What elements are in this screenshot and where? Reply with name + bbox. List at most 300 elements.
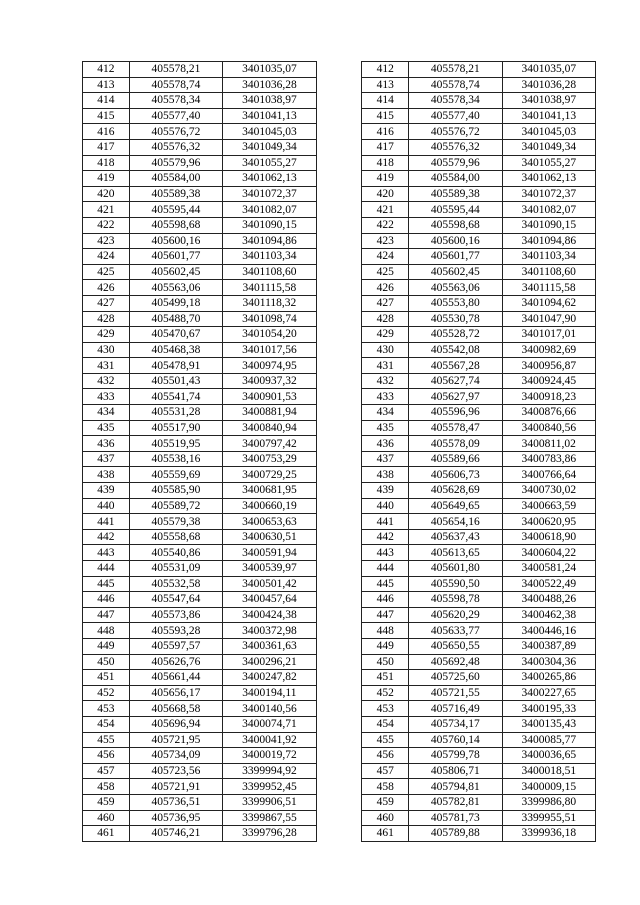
right-point-number: 446 — [362, 592, 409, 608]
right-y-coordinate: 3401108,60 — [502, 264, 596, 280]
left-point-number: 458 — [83, 779, 130, 795]
table-row — [83, 202, 596, 218]
left-point-number: 431 — [83, 358, 130, 374]
left-y-coordinate: 3401072,37 — [223, 186, 316, 202]
right-x-coordinate: 405649,65 — [409, 498, 502, 514]
right-y-coordinate: 3400840,56 — [502, 420, 596, 436]
right-y-coordinate: 3400581,24 — [502, 561, 596, 577]
right-y-coordinate: 3400924,45 — [502, 373, 596, 389]
column-gap — [316, 358, 362, 374]
right-x-coordinate: 405606,73 — [409, 467, 502, 483]
right-point-number: 456 — [362, 748, 409, 764]
right-x-coordinate: 405598,68 — [409, 217, 502, 233]
left-y-coordinate: 3400937,32 — [223, 373, 316, 389]
left-y-coordinate: 3400361,63 — [223, 638, 316, 654]
right-x-coordinate: 405721,55 — [409, 685, 502, 701]
right-x-coordinate: 405794,81 — [409, 779, 502, 795]
right-x-coordinate: 405627,97 — [409, 389, 502, 405]
right-x-coordinate: 405598,78 — [409, 592, 502, 608]
left-point-number: 422 — [83, 217, 130, 233]
table-row — [83, 124, 596, 140]
left-y-coordinate: 3400457,64 — [223, 592, 316, 608]
right-point-number: 437 — [362, 451, 409, 467]
left-point-number: 450 — [83, 654, 130, 670]
left-y-coordinate: 3400840,94 — [223, 420, 316, 436]
right-point-number: 442 — [362, 529, 409, 545]
left-point-number: 445 — [83, 576, 130, 592]
table-row — [83, 716, 596, 732]
left-x-coordinate: 405585,90 — [129, 483, 222, 499]
column-gap — [316, 451, 362, 467]
left-y-coordinate: 3400074,71 — [223, 716, 316, 732]
right-point-number: 431 — [362, 358, 409, 374]
left-y-coordinate: 3401038,97 — [223, 93, 316, 109]
table-row — [83, 826, 596, 842]
table-row — [83, 139, 596, 155]
right-y-coordinate: 3400730,02 — [502, 483, 596, 499]
left-point-number: 442 — [83, 529, 130, 545]
right-x-coordinate: 405530,78 — [409, 311, 502, 327]
left-point-number: 446 — [83, 592, 130, 608]
left-point-number: 454 — [83, 716, 130, 732]
left-y-coordinate: 3401098,74 — [223, 311, 316, 327]
left-y-coordinate: 3400194,11 — [223, 685, 316, 701]
left-point-number: 429 — [83, 327, 130, 343]
column-gap — [316, 202, 362, 218]
right-point-number: 414 — [362, 93, 409, 109]
left-point-number: 434 — [83, 405, 130, 421]
left-x-coordinate: 405499,18 — [129, 295, 222, 311]
left-y-coordinate: 3401094,86 — [223, 233, 316, 249]
table-row — [83, 467, 596, 483]
left-point-number: 448 — [83, 623, 130, 639]
right-y-coordinate: 3400265,86 — [502, 670, 596, 686]
left-point-number: 455 — [83, 732, 130, 748]
right-point-number: 419 — [362, 171, 409, 187]
right-x-coordinate: 405600,16 — [409, 233, 502, 249]
right-y-coordinate: 3399955,51 — [502, 810, 596, 826]
left-x-coordinate: 405541,74 — [129, 389, 222, 405]
column-gap — [316, 108, 362, 124]
right-point-number: 460 — [362, 810, 409, 826]
left-x-coordinate: 405573,86 — [129, 607, 222, 623]
column-gap — [316, 77, 362, 93]
right-x-coordinate: 405734,17 — [409, 716, 502, 732]
column-gap — [316, 405, 362, 421]
table-row — [83, 592, 596, 608]
right-y-coordinate: 3401047,90 — [502, 311, 596, 327]
left-point-number: 460 — [83, 810, 130, 826]
left-x-coordinate: 405468,38 — [129, 342, 222, 358]
column-gap — [316, 763, 362, 779]
table-row — [83, 451, 596, 467]
left-point-number: 418 — [83, 155, 130, 171]
left-point-number: 426 — [83, 280, 130, 296]
table-row — [83, 62, 596, 78]
right-y-coordinate: 3401090,15 — [502, 217, 596, 233]
right-point-number: 457 — [362, 763, 409, 779]
left-y-coordinate: 3400372,98 — [223, 623, 316, 639]
column-gap — [316, 311, 362, 327]
right-point-number: 418 — [362, 155, 409, 171]
right-point-number: 429 — [362, 327, 409, 343]
right-x-coordinate: 405602,45 — [409, 264, 502, 280]
right-point-number: 444 — [362, 561, 409, 577]
right-y-coordinate: 3401103,34 — [502, 249, 596, 265]
left-x-coordinate: 405576,72 — [129, 124, 222, 140]
left-y-coordinate: 3400247,82 — [223, 670, 316, 686]
left-x-coordinate: 405578,74 — [129, 77, 222, 93]
column-gap — [316, 467, 362, 483]
left-y-coordinate: 3400901,53 — [223, 389, 316, 405]
column-gap — [316, 280, 362, 296]
right-x-coordinate: 405589,38 — [409, 186, 502, 202]
right-point-number: 454 — [362, 716, 409, 732]
column-gap — [316, 701, 362, 717]
right-y-coordinate: 3400462,38 — [502, 607, 596, 623]
left-x-coordinate: 405538,16 — [129, 451, 222, 467]
table-row — [83, 155, 596, 171]
right-y-coordinate: 3400618,90 — [502, 529, 596, 545]
column-gap — [316, 794, 362, 810]
left-y-coordinate: 3400296,21 — [223, 654, 316, 670]
left-point-number: 414 — [83, 93, 130, 109]
left-point-number: 451 — [83, 670, 130, 686]
right-x-coordinate: 405613,65 — [409, 545, 502, 561]
left-point-number: 424 — [83, 249, 130, 265]
right-x-coordinate: 405650,55 — [409, 638, 502, 654]
left-point-number: 440 — [83, 498, 130, 514]
left-point-number: 457 — [83, 763, 130, 779]
right-x-coordinate: 405578,09 — [409, 436, 502, 452]
table-row — [83, 108, 596, 124]
right-point-number: 440 — [362, 498, 409, 514]
right-y-coordinate: 3400036,65 — [502, 748, 596, 764]
right-y-coordinate: 3400811,02 — [502, 436, 596, 452]
table-row — [83, 794, 596, 810]
left-point-number: 441 — [83, 514, 130, 530]
table-row — [83, 249, 596, 265]
left-y-coordinate: 3400681,95 — [223, 483, 316, 499]
left-x-coordinate: 405558,68 — [129, 529, 222, 545]
column-gap — [316, 124, 362, 140]
column-gap — [316, 264, 362, 280]
left-x-coordinate: 405563,06 — [129, 280, 222, 296]
left-point-number: 416 — [83, 124, 130, 140]
left-x-coordinate: 405576,32 — [129, 139, 222, 155]
column-gap — [316, 779, 362, 795]
table-row — [83, 732, 596, 748]
left-y-coordinate: 3399994,92 — [223, 763, 316, 779]
column-gap — [316, 249, 362, 265]
left-x-coordinate: 405470,67 — [129, 327, 222, 343]
left-point-number: 415 — [83, 108, 130, 124]
column-gap — [316, 732, 362, 748]
left-y-coordinate: 3401103,34 — [223, 249, 316, 265]
right-y-coordinate: 3400446,16 — [502, 623, 596, 639]
left-y-coordinate: 3400140,56 — [223, 701, 316, 717]
table-row — [83, 607, 596, 623]
table-row — [83, 810, 596, 826]
right-x-coordinate: 405528,72 — [409, 327, 502, 343]
left-x-coordinate: 405595,44 — [129, 202, 222, 218]
table-row — [83, 763, 596, 779]
right-point-number: 426 — [362, 280, 409, 296]
table-row — [83, 171, 596, 187]
left-point-number: 439 — [83, 483, 130, 499]
left-y-coordinate: 3399796,28 — [223, 826, 316, 842]
column-gap — [316, 623, 362, 639]
left-x-coordinate: 405602,45 — [129, 264, 222, 280]
right-y-coordinate: 3400227,65 — [502, 685, 596, 701]
left-y-coordinate: 3400881,94 — [223, 405, 316, 421]
left-y-coordinate: 3401036,28 — [223, 77, 316, 93]
right-y-coordinate: 3401094,86 — [502, 233, 596, 249]
left-x-coordinate: 405517,90 — [129, 420, 222, 436]
left-point-number: 423 — [83, 233, 130, 249]
right-point-number: 438 — [362, 467, 409, 483]
column-gap — [316, 155, 362, 171]
right-x-coordinate: 405579,96 — [409, 155, 502, 171]
right-x-coordinate: 405589,66 — [409, 451, 502, 467]
left-x-coordinate: 405579,96 — [129, 155, 222, 171]
column-gap — [316, 607, 362, 623]
left-y-coordinate: 3400539,97 — [223, 561, 316, 577]
right-y-coordinate: 3401049,34 — [502, 139, 596, 155]
left-point-number: 435 — [83, 420, 130, 436]
column-gap — [316, 826, 362, 842]
right-y-coordinate: 3400304,36 — [502, 654, 596, 670]
right-y-coordinate: 3400956,87 — [502, 358, 596, 374]
table-row — [83, 623, 596, 639]
left-point-number: 443 — [83, 545, 130, 561]
right-y-coordinate: 3401062,13 — [502, 171, 596, 187]
right-y-coordinate: 3401036,28 — [502, 77, 596, 93]
left-y-coordinate: 3400591,94 — [223, 545, 316, 561]
left-point-number: 437 — [83, 451, 130, 467]
column-gap — [316, 171, 362, 187]
left-y-coordinate: 3401045,03 — [223, 124, 316, 140]
right-y-coordinate: 3400604,22 — [502, 545, 596, 561]
right-y-coordinate: 3401115,58 — [502, 280, 596, 296]
left-point-number: 449 — [83, 638, 130, 654]
right-point-number: 451 — [362, 670, 409, 686]
right-point-number: 420 — [362, 186, 409, 202]
left-point-number: 444 — [83, 561, 130, 577]
right-point-number: 421 — [362, 202, 409, 218]
right-x-coordinate: 405601,77 — [409, 249, 502, 265]
left-y-coordinate: 3400797,42 — [223, 436, 316, 452]
left-point-number: 432 — [83, 373, 130, 389]
right-y-coordinate: 3400620,95 — [502, 514, 596, 530]
right-x-coordinate: 405601,80 — [409, 561, 502, 577]
right-y-coordinate: 3401094,62 — [502, 295, 596, 311]
left-point-number: 425 — [83, 264, 130, 280]
left-y-coordinate: 3401108,60 — [223, 264, 316, 280]
left-x-coordinate: 405723,56 — [129, 763, 222, 779]
right-x-coordinate: 405628,69 — [409, 483, 502, 499]
column-gap — [316, 576, 362, 592]
right-point-number: 453 — [362, 701, 409, 717]
coordinates-table — [82, 61, 596, 842]
table-row — [83, 576, 596, 592]
table-row — [83, 483, 596, 499]
left-point-number: 427 — [83, 295, 130, 311]
left-x-coordinate: 405531,09 — [129, 561, 222, 577]
right-x-coordinate: 405654,16 — [409, 514, 502, 530]
left-point-number: 453 — [83, 701, 130, 717]
left-x-coordinate: 405547,64 — [129, 592, 222, 608]
left-x-coordinate: 405501,43 — [129, 373, 222, 389]
right-y-coordinate: 3401055,27 — [502, 155, 596, 171]
right-point-number: 450 — [362, 654, 409, 670]
right-point-number: 422 — [362, 217, 409, 233]
column-gap — [316, 93, 362, 109]
left-y-coordinate: 3401055,27 — [223, 155, 316, 171]
right-x-coordinate: 405692,48 — [409, 654, 502, 670]
left-x-coordinate: 405721,95 — [129, 732, 222, 748]
left-x-coordinate: 405736,95 — [129, 810, 222, 826]
left-y-coordinate: 3401035,07 — [223, 62, 316, 78]
table-row — [83, 264, 596, 280]
right-x-coordinate: 405633,77 — [409, 623, 502, 639]
left-x-coordinate: 405598,68 — [129, 217, 222, 233]
left-x-coordinate: 405584,00 — [129, 171, 222, 187]
table-row — [83, 217, 596, 233]
right-point-number: 452 — [362, 685, 409, 701]
left-y-coordinate: 3399952,45 — [223, 779, 316, 795]
left-point-number: 419 — [83, 171, 130, 187]
right-x-coordinate: 405806,71 — [409, 763, 502, 779]
left-y-coordinate: 3400729,25 — [223, 467, 316, 483]
column-gap — [316, 685, 362, 701]
table-row — [83, 436, 596, 452]
left-point-number: 428 — [83, 311, 130, 327]
left-x-coordinate: 405577,40 — [129, 108, 222, 124]
right-x-coordinate: 405799,78 — [409, 748, 502, 764]
table-row — [83, 311, 596, 327]
table-row — [83, 389, 596, 405]
right-point-number: 434 — [362, 405, 409, 421]
column-gap — [316, 217, 362, 233]
column-gap — [316, 62, 362, 78]
column-gap — [316, 420, 362, 436]
right-point-number: 459 — [362, 794, 409, 810]
left-y-coordinate: 3401054,20 — [223, 327, 316, 343]
right-x-coordinate: 405781,73 — [409, 810, 502, 826]
right-x-coordinate: 405725,60 — [409, 670, 502, 686]
right-y-coordinate: 3401045,03 — [502, 124, 596, 140]
right-x-coordinate: 405596,96 — [409, 405, 502, 421]
left-x-coordinate: 405578,21 — [129, 62, 222, 78]
right-x-coordinate: 405576,32 — [409, 139, 502, 155]
right-point-number: 413 — [362, 77, 409, 93]
right-point-number: 447 — [362, 607, 409, 623]
right-y-coordinate: 3400783,86 — [502, 451, 596, 467]
right-point-number: 443 — [362, 545, 409, 561]
left-point-number: 459 — [83, 794, 130, 810]
right-x-coordinate: 405576,72 — [409, 124, 502, 140]
column-gap — [316, 186, 362, 202]
table-row — [83, 561, 596, 577]
left-y-coordinate: 3401062,13 — [223, 171, 316, 187]
left-x-coordinate: 405626,76 — [129, 654, 222, 670]
right-point-number: 412 — [362, 62, 409, 78]
left-x-coordinate: 405589,72 — [129, 498, 222, 514]
table-row — [83, 514, 596, 530]
right-point-number: 432 — [362, 373, 409, 389]
right-y-coordinate: 3401038,97 — [502, 93, 596, 109]
right-point-number: 441 — [362, 514, 409, 530]
column-gap — [316, 638, 362, 654]
left-point-number: 430 — [83, 342, 130, 358]
right-y-coordinate: 3400982,69 — [502, 342, 596, 358]
right-x-coordinate: 405716,49 — [409, 701, 502, 717]
column-gap — [316, 810, 362, 826]
column-gap — [316, 592, 362, 608]
left-x-coordinate: 405736,51 — [129, 794, 222, 810]
left-y-coordinate: 3399906,51 — [223, 794, 316, 810]
left-y-coordinate: 3401041,13 — [223, 108, 316, 124]
left-point-number: 461 — [83, 826, 130, 842]
right-point-number: 458 — [362, 779, 409, 795]
table-row — [83, 280, 596, 296]
right-y-coordinate: 3400018,51 — [502, 763, 596, 779]
right-x-coordinate: 405595,44 — [409, 202, 502, 218]
left-point-number: 417 — [83, 139, 130, 155]
right-x-coordinate: 405584,00 — [409, 171, 502, 187]
column-gap — [316, 139, 362, 155]
left-point-number: 413 — [83, 77, 130, 93]
table-row — [83, 529, 596, 545]
table-row — [83, 295, 596, 311]
column-gap — [316, 389, 362, 405]
left-y-coordinate: 3400424,38 — [223, 607, 316, 623]
right-point-number: 461 — [362, 826, 409, 842]
right-y-coordinate: 3400085,77 — [502, 732, 596, 748]
right-point-number: 439 — [362, 483, 409, 499]
right-y-coordinate: 3400009,15 — [502, 779, 596, 795]
column-gap — [316, 748, 362, 764]
left-x-coordinate: 405601,77 — [129, 249, 222, 265]
table-row — [83, 670, 596, 686]
left-y-coordinate: 3401115,58 — [223, 280, 316, 296]
right-x-coordinate: 405578,47 — [409, 420, 502, 436]
left-y-coordinate: 3400974,95 — [223, 358, 316, 374]
table-row — [83, 638, 596, 654]
left-y-coordinate: 3399867,55 — [223, 810, 316, 826]
right-point-number: 455 — [362, 732, 409, 748]
column-gap — [316, 561, 362, 577]
coordinates-table-body — [83, 62, 596, 842]
left-x-coordinate: 405532,58 — [129, 576, 222, 592]
right-x-coordinate: 405542,08 — [409, 342, 502, 358]
left-x-coordinate: 405656,17 — [129, 685, 222, 701]
right-y-coordinate: 3401041,13 — [502, 108, 596, 124]
right-y-coordinate: 3400195,33 — [502, 701, 596, 717]
left-point-number: 452 — [83, 685, 130, 701]
column-gap — [316, 295, 362, 311]
left-y-coordinate: 3401118,32 — [223, 295, 316, 311]
left-x-coordinate: 405600,16 — [129, 233, 222, 249]
right-point-number: 449 — [362, 638, 409, 654]
right-x-coordinate: 405760,14 — [409, 732, 502, 748]
right-x-coordinate: 405578,74 — [409, 77, 502, 93]
table-row — [83, 545, 596, 561]
column-gap — [316, 342, 362, 358]
left-x-coordinate: 405597,57 — [129, 638, 222, 654]
left-x-coordinate: 405540,86 — [129, 545, 222, 561]
